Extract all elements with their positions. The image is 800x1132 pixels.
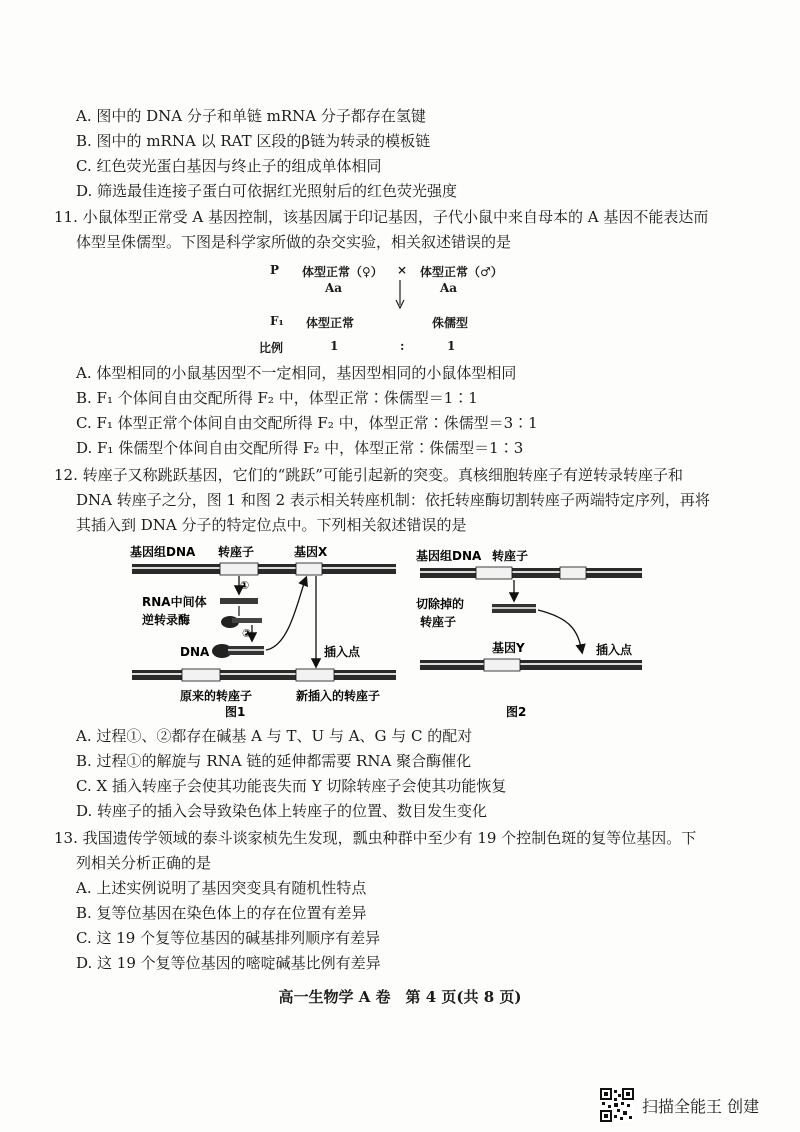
q12-option-b: B. 过程①的解旋与 RNA 链的延伸都需要 RNA 聚合酶催化 (76, 752, 472, 770)
fig1-new-transposon (296, 669, 334, 681)
q10-option-d: D. 筛选最佳连接子蛋白可依据红光照射后的红色荧光强度 (76, 182, 458, 200)
fig1-curved-arrow (266, 578, 306, 650)
fig2-gene-y-label: 基因Y (492, 641, 525, 655)
q11-stem-line2: 体型呈侏儒型。下图是科学家所做的杂交实验，相关叙述错误的是 (76, 233, 512, 251)
q11-option-d: D. F₁ 侏儒型个体间自由交配所得 F₂ 中，体型正常∶侏儒型＝1∶3 (76, 439, 524, 457)
q12-option-a: A. 过程①、②都存在碱基 A 与 T、U 与 A、G 与 C 的配对 (76, 727, 473, 745)
fig1-dna-label: DNA (180, 645, 210, 659)
cross-female-genotype: Aa (325, 281, 343, 295)
cross-f1-normal: 体型正常 (306, 316, 355, 330)
page-footer: 高一生物学 A 卷 第 4 页(共 8 页) (278, 988, 522, 1006)
fig2-transposon-label: 转座子 (492, 549, 529, 563)
q13-option-c: C. 这 19 个复等位基因的碱基排列顺序有差异 (76, 929, 381, 947)
fig1-original-transposon (182, 669, 220, 681)
q11-option-a: A. 体型相同的小鼠基因型不一定相同，基因型相同的小鼠体型相同 (76, 364, 517, 382)
cross-ratio-label: 比例 (259, 341, 284, 355)
fig1-rna-strand (220, 598, 258, 604)
cross-male-genotype: Aa (440, 281, 458, 295)
cross-male: 体型正常（♂） (420, 265, 503, 279)
cross-female: 体型正常（♀） (302, 265, 383, 279)
q11-option-b: B. F₁ 个体间自由交配所得 F₂ 中，体型正常∶侏儒型＝1∶1 (76, 389, 478, 407)
q10-option-a: A. 图中的 DNA 分子和单链 mRNA 分子都存在氢键 (76, 107, 426, 125)
fig1-insertion-point-label: 插入点 (324, 645, 361, 659)
q12-stem-line2: DNA 转座子之分，图 1 和图 2 表示相关转座机制：依托转座酶切割转座子两端特定序列，再将 (76, 491, 710, 509)
fig2-caption: 图2 (506, 705, 527, 719)
q13-option-a: A. 上述实例说明了基因突变具有随机性特点 (76, 879, 367, 897)
fig1-gene-x-label: 基因X (294, 545, 328, 559)
q12-stem-line3: 其插入到 DNA 分子的特定位点中。下列相关叙述错误的是 (76, 516, 467, 534)
fig2-top-transposon (476, 567, 512, 579)
fig2-genome-dna-label: 基因组DNA (416, 549, 482, 563)
fig2-curved-arrow (538, 610, 582, 652)
cross-down-arrow (393, 280, 407, 310)
q13-stem-line1: 13. 我国遗传学领域的泰斗谈家桢先生发现，瓢虫种群中至少有 19 个控制色斑的复等位基因。下 (54, 829, 697, 847)
fig1-new-inserted-label: 新插入的转座子 (296, 689, 381, 703)
cross-f1-dwarf: 侏儒型 (432, 316, 469, 330)
fig1-transposon-label: 转座子 (218, 545, 255, 559)
cross-times: × (397, 263, 408, 277)
q10-option-c: C. 红色荧光蛋白基因与终止子的组成单体相同 (76, 157, 382, 175)
q13-stem-line2: 列相关分析正确的是 (76, 854, 212, 872)
fig1-top-transposon (220, 563, 258, 575)
q11-stem-line1: 11. 小鼠体型正常受 A 基因控制，该基因属于印记基因，子代小鼠中来自母本的 A 基因不能表达而 (54, 208, 709, 226)
fig1-step1: ① (240, 579, 250, 592)
fig1-reverse-transcriptase-label: 逆转录酶 (142, 613, 191, 627)
fig2-excised-label-1: 切除掉的 (416, 597, 465, 611)
cross-p-label: P (270, 263, 280, 277)
fig1-caption: 图1 (225, 705, 246, 719)
fig1-original-label: 原来的转座子 (180, 689, 253, 703)
cross-ratio-colon: : (400, 339, 405, 353)
cross-ratio-normal: 1 (330, 339, 339, 353)
fig1-step2: ② (242, 627, 252, 640)
cross-f1-label: F₁ (270, 314, 284, 328)
q11-option-c: C. F₁ 体型正常个体间自由交配所得 F₂ 中，体型正常∶侏儒型＝3∶1 (76, 414, 538, 432)
qr-code-icon (600, 1088, 634, 1122)
q13-option-b: B. 复等位基因在染色体上的存在位置有差异 (76, 904, 367, 922)
q12-figures (120, 538, 660, 720)
fig2-insertion-point-label: 插入点 (596, 643, 633, 657)
q10-option-b: B. 图中的 mRNA 以 RAT 区段的β链为转录的模板链 (76, 132, 431, 150)
fig1-genome-dna-label: 基因组DNA (130, 545, 196, 559)
fig2-gene-y-box (484, 659, 520, 671)
cross-ratio-dwarf: 1 (447, 339, 456, 353)
fig1-rna-intermediate-label: RNA中间体 (142, 595, 207, 609)
q12-option-c: C. X 插入转座子会使其功能丧失而 Y 切除转座子会使其功能恢复 (76, 777, 507, 795)
fig2-excised-label-2: 转座子 (420, 615, 457, 629)
figure-1 (130, 544, 396, 719)
fig1-gene-x-box (296, 563, 322, 575)
scan-watermark-text: 扫描全能王 创建 (642, 1097, 760, 1116)
q13-option-d: D. 这 19 个复等位基因的嘧啶碱基比例有差异 (76, 954, 381, 972)
q12-option-d: D. 转座子的插入会导致染色体上转座子的位置、数目发生变化 (76, 802, 488, 820)
figure-2 (416, 548, 642, 719)
q12-stem-line1: 12. 转座子又称跳跃基因，它们的“跳跃”可能引起新的突变。真核细胞转座子有逆转录转座子和 (54, 466, 683, 484)
